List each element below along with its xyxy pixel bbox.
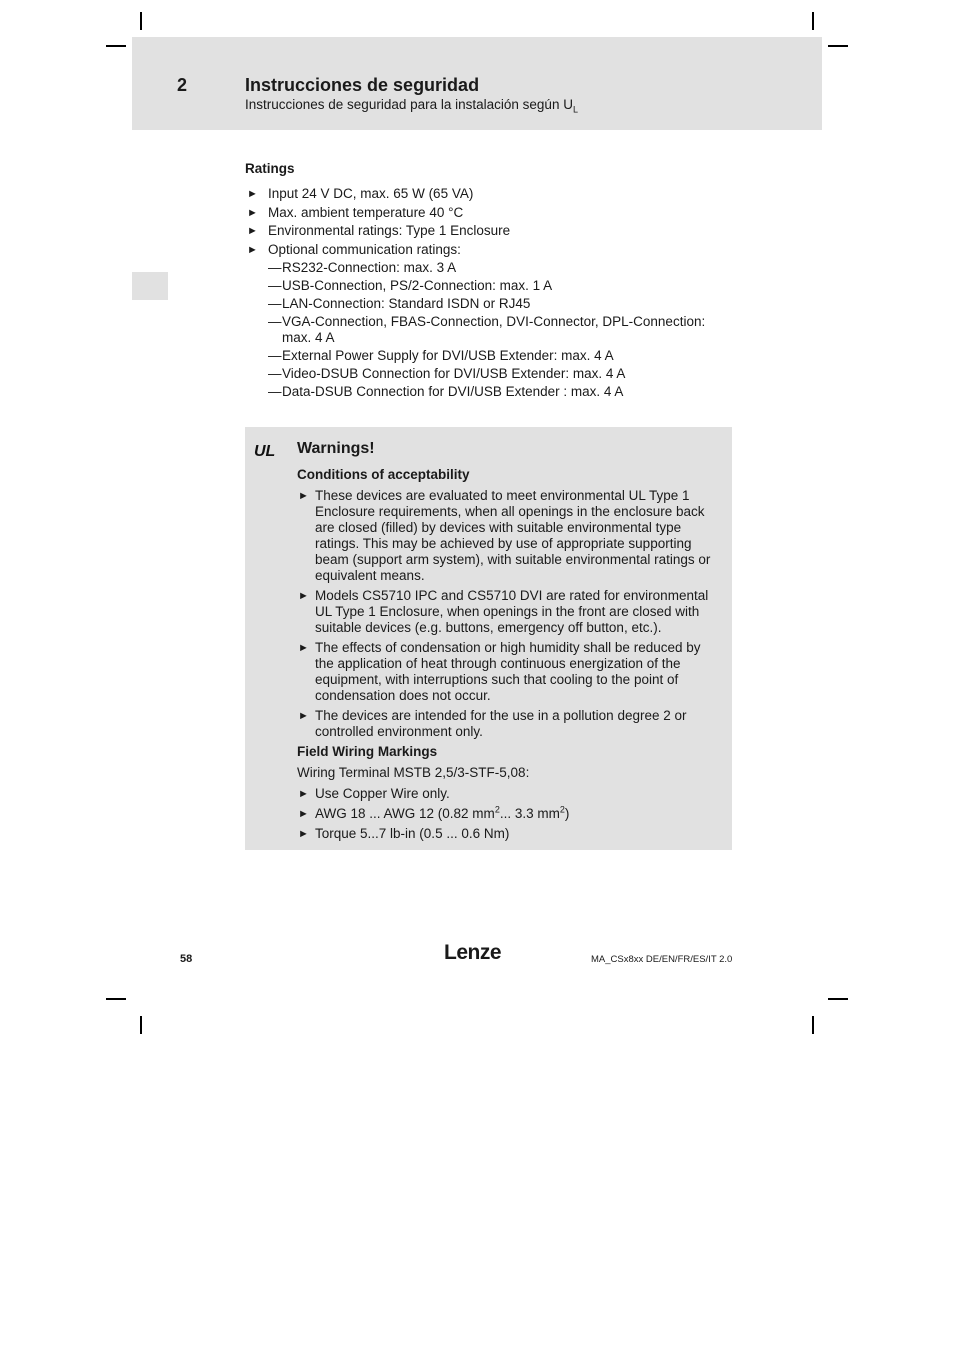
- ratings-list: [245, 185, 725, 400]
- list-item: [268, 260, 725, 276]
- list-item: [268, 278, 725, 294]
- list-item: [297, 640, 717, 704]
- warnings-body: [297, 467, 717, 846]
- list-item: [268, 366, 725, 382]
- lenze-logo: Lenze: [444, 941, 502, 964]
- list-item: [268, 314, 725, 346]
- side-tab-marker: [132, 272, 168, 300]
- ratings-heading: Ratings: [245, 161, 295, 176]
- triangle-bullet-icon: ►: [298, 642, 309, 654]
- list-item: [245, 222, 725, 240]
- condition-item: The devices are intended for the use in a pollution degree 2 or controlled environment only.: [315, 708, 687, 739]
- chapter-subtitle-text: Instrucciones de seguridad para la instalación según U: [245, 97, 573, 112]
- comm-rating-item: RS232-Connection: max. 3 A: [282, 259, 457, 275]
- awg-superscript: 2: [494, 804, 500, 815]
- crop-mark: [140, 12, 142, 30]
- list-item: [245, 185, 725, 203]
- comm-rating-item: VGA-Connection, FBAS-Connection, DVI-Connector, DPL-Connection: max. 4 A: [282, 313, 706, 345]
- dash-bullet-icon: —: [268, 313, 282, 329]
- warnings-title: Warnings!: [297, 440, 375, 457]
- list-item: [268, 348, 725, 364]
- list-item: [297, 588, 717, 636]
- wiring-item-awg: [315, 806, 569, 821]
- dash-bullet-icon: —: [268, 365, 282, 381]
- list-item: [268, 384, 725, 400]
- ratings-item: Environmental ratings: Type 1 Enclosure: [268, 223, 511, 238]
- crop-mark: [140, 1016, 142, 1034]
- dash-bullet-icon: —: [268, 259, 282, 275]
- ratings-item: Input 24 V DC, max. 65 W (65 VA): [268, 186, 474, 201]
- condition-item: Models CS5710 IPC and CS5710 DVI are rated for environmental UL Type 1 Enclosure, when openings in the front are closed with suitable devices (e.g. buttons, emergency off button, etc.).: [315, 588, 709, 635]
- chapter-subtitle-subscript: L: [572, 104, 578, 115]
- wiring-item: Use Copper Wire only.: [315, 786, 450, 801]
- condition-item: The effects of condensation or high humidity shall be reduced by the application of heat through continuous energization of the equipment, with interruptions such that cooling to the point of condensation does not occur.: [315, 640, 701, 703]
- ul-listing-icon-text: UL: [254, 443, 276, 459]
- list-item: [297, 826, 717, 842]
- crop-mark: [812, 1016, 814, 1034]
- ratings-item: Optional communication ratings:: [268, 241, 461, 257]
- list-item: [297, 488, 717, 584]
- ul-warnings-box: [245, 427, 732, 850]
- wiring-terminal-text: Wiring Terminal MSTB 2,5/3-STF-5,08:: [297, 765, 530, 780]
- triangle-bullet-icon: ►: [298, 788, 309, 800]
- comm-rating-item: USB-Connection, PS/2-Connection: max. 1 A: [282, 277, 553, 293]
- triangle-bullet-icon: ►: [247, 206, 258, 219]
- crop-mark: [106, 45, 126, 47]
- wiring-list: [297, 786, 717, 842]
- triangle-bullet-icon: ►: [247, 243, 258, 256]
- triangle-bullet-icon: ►: [247, 225, 258, 237]
- list-item: [245, 204, 725, 222]
- comm-rating-item: LAN-Connection: Standard ISDN or RJ45: [282, 295, 531, 311]
- dash-bullet-icon: —: [268, 295, 282, 311]
- awg-text-c: ): [564, 806, 570, 821]
- awg-superscript: 2: [559, 804, 565, 815]
- chapter-subtitle: [245, 97, 578, 115]
- awg-text-a: AWG 18 ... AWG 12 (0.82 mm: [315, 806, 495, 821]
- field-wiring-heading: Field Wiring Markings: [297, 744, 438, 759]
- triangle-bullet-icon: ►: [298, 808, 309, 820]
- list-item: [297, 786, 717, 802]
- triangle-bullet-icon: ►: [298, 710, 309, 722]
- document-code: MA_CSx8xx DE/EN/FR/ES/IT 2.0: [591, 954, 733, 965]
- condition-item: These devices are evaluated to meet environmental UL Type 1 Enclosure requirements, when all openings in the enclosure back are closed (filled) by devices with suitable environmental type ratings. This may be achieved by use of appropriate supporting beam (support arm system), with suitable environmental ratings or equivalent means.: [315, 488, 711, 583]
- comm-rating-item: Video-DSUB Connection for DVI/USB Extender: max. 4 A: [282, 365, 626, 381]
- list-item: [297, 806, 717, 822]
- conditions-list: [297, 488, 717, 740]
- triangle-bullet-icon: ►: [247, 188, 258, 200]
- list-item: [245, 241, 725, 400]
- dash-bullet-icon: —: [268, 347, 282, 363]
- list-item: [268, 296, 725, 312]
- awg-text-b: ... 3.3 mm: [499, 806, 560, 821]
- comm-rating-item: Data-DSUB Connection for DVI/USB Extender : max. 4 A: [282, 383, 624, 399]
- chapter-title: Instrucciones de seguridad: [245, 75, 480, 95]
- dash-bullet-icon: —: [268, 383, 282, 399]
- triangle-bullet-icon: ►: [298, 490, 309, 502]
- triangle-bullet-icon: ►: [298, 590, 309, 602]
- communication-ratings-list: [268, 260, 725, 400]
- comm-rating-item: External Power Supply for DVI/USB Extender: max. 4 A: [282, 347, 614, 363]
- conditions-heading: Conditions of acceptability: [297, 467, 470, 482]
- ratings-item: Max. ambient temperature 40 °C: [268, 204, 464, 220]
- crop-mark: [106, 998, 126, 1000]
- dash-bullet-icon: —: [268, 277, 282, 293]
- ul-listing-icon: [253, 441, 279, 459]
- crop-mark: [828, 45, 848, 47]
- triangle-bullet-icon: ►: [298, 828, 309, 840]
- list-item: [297, 708, 717, 740]
- page-number: 58: [180, 953, 193, 965]
- crop-mark: [812, 12, 814, 30]
- chapter-number: 2: [177, 75, 188, 95]
- ratings-section: [245, 160, 725, 402]
- wiring-item: Torque 5...7 lb-in (0.5 ... 0.6 Nm): [315, 826, 510, 841]
- crop-mark: [828, 998, 848, 1000]
